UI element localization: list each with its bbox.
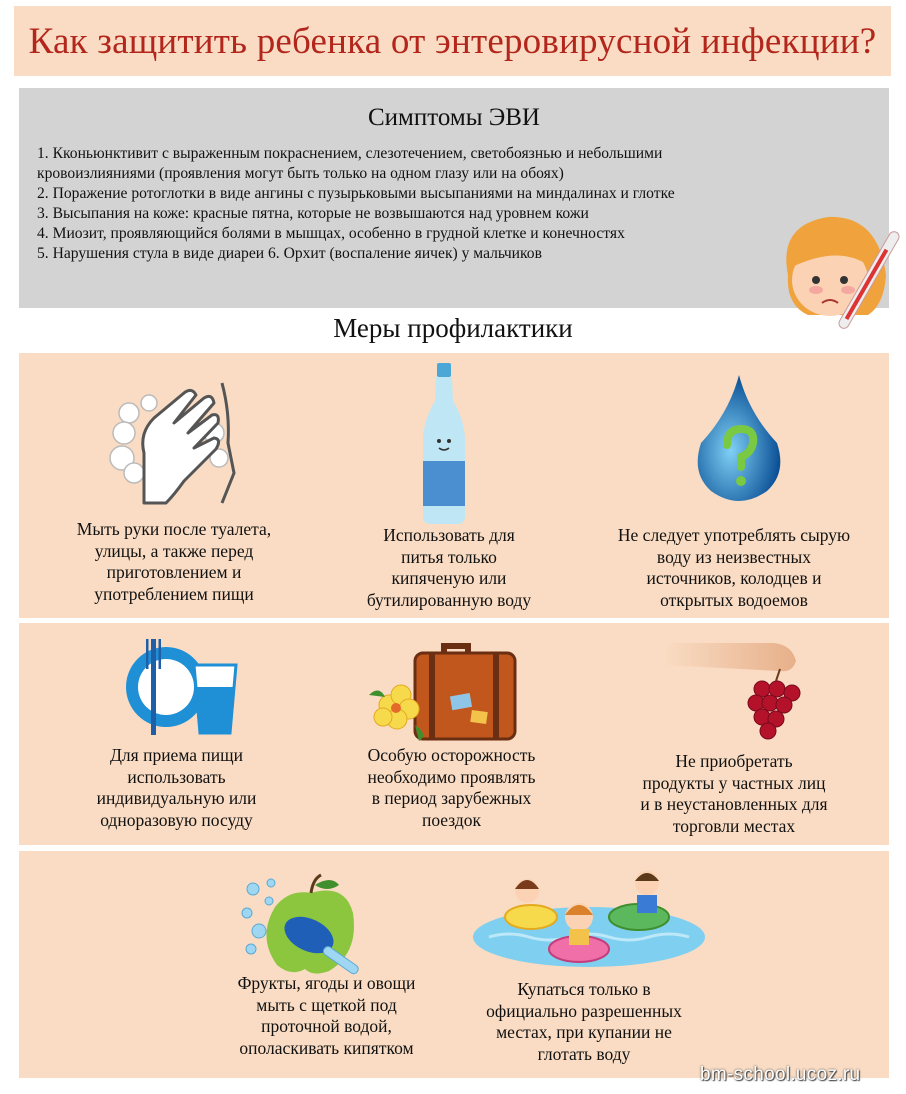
measure-caption: Мыть руки после туалета, улицы, а также перед приготовлением и употреблением пищи xyxy=(76,519,272,604)
symptoms-list xyxy=(37,144,877,264)
watermark: bm-school.ucoz.ru xyxy=(700,1064,861,1085)
prevention-row-2 xyxy=(19,623,889,845)
symptoms-section xyxy=(19,88,889,308)
measure-caption: Особую осторожность необходимо проявлять в период зарубежных поездок xyxy=(367,745,536,830)
measure-caption: Не приобретать продукты у частных лиц и в неустановленных для торговли местах xyxy=(640,751,828,836)
symptom-item: 4. Миозит, проявляющийся болями в мышцах, особенно в грудной клетке и конечностях xyxy=(37,225,625,242)
apple-brush-icon xyxy=(241,873,371,978)
plate-fork-glass-icon xyxy=(124,637,244,737)
measure-caption: Использовать для питья только кипяченую или бутилированную воду xyxy=(366,525,532,610)
measure-caption: Купаться только в официально разрешенных местах, при купании не глотать воду xyxy=(486,979,682,1064)
symptom-item: 2. Поражение ротоглотки в виде ангины с пузырьковыми высыпаниями на миндалинах и глотке xyxy=(37,185,675,202)
page-title: Как защитить ребенка от энтеровирусной инфекции? xyxy=(28,20,877,62)
measure-caption: Фрукты, ягоды и овощи мыть с щеткой под проточной водой, ополаскивать кипятком xyxy=(237,973,416,1058)
prevention-row-3 xyxy=(19,851,889,1078)
measure-caption: Не следует употреблять сырую воду из неизвестных источников, колодцев и открытых водоемов xyxy=(617,525,851,610)
symptom-item: 1. Кконьюнктивит с выраженным покраснением, слезотечением, светобоязнью и небольшими xyxy=(37,145,663,162)
prevention-row-1 xyxy=(19,353,889,618)
kids-swimming-icon xyxy=(469,865,709,980)
symptom-item: 5. Нарушения стула в виде диареи 6. Орхит (воспаление яичек) у мальчиков xyxy=(37,245,542,262)
hand-grapes-icon xyxy=(664,639,804,749)
symptoms-heading: Симптомы ЭВИ xyxy=(368,104,540,131)
prevention-heading: Меры профилактики xyxy=(333,313,573,343)
title-banner xyxy=(14,6,891,76)
symptom-item: 3. Высыпания на коже: красные пятна, которые не возвышаются над уровнем кожи xyxy=(37,205,589,222)
symptom-item: кровоизлияниями (проявления могут быть только на одном глазу или на обоях) xyxy=(37,165,564,182)
washing-hands-icon xyxy=(104,373,244,513)
water-bottle-icon xyxy=(419,361,469,526)
measure-caption: Для приема пищи использовать индивидуальную или одноразовую посуду xyxy=(96,745,257,830)
water-drop-question-icon xyxy=(689,373,789,503)
suitcase-icon xyxy=(359,635,519,745)
